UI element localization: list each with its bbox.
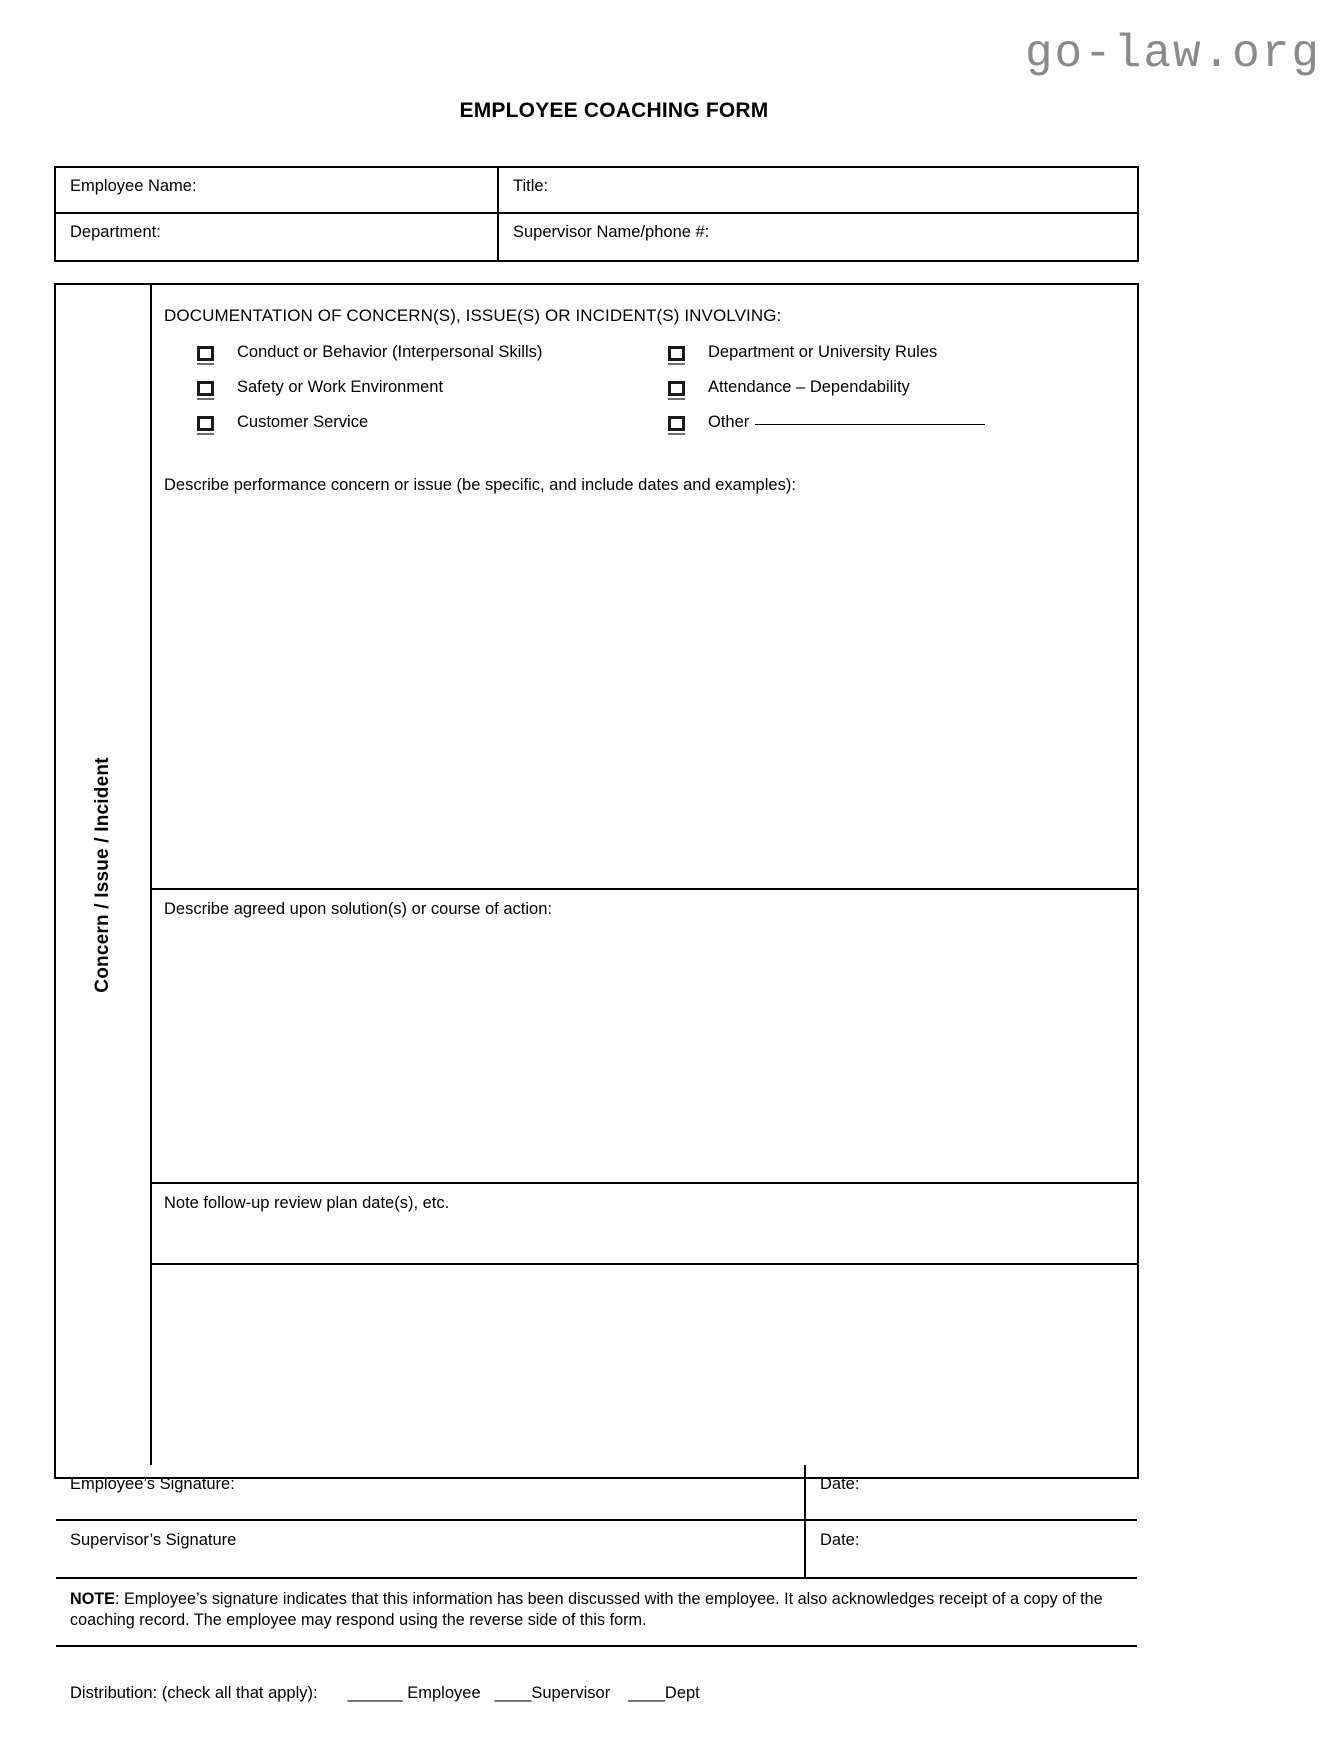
vertical-section-label-column	[56, 285, 152, 1465]
employee-name-field[interactable]: Employee Name:	[56, 168, 499, 212]
distribution-row	[56, 1647, 1137, 1711]
note-lead-label: NOTE	[70, 1590, 115, 1608]
other-write-in-line[interactable]	[755, 424, 985, 425]
checkbox-item-safety-or-work-environment[interactable]	[152, 379, 618, 396]
checkbox-icon[interactable]	[197, 381, 214, 396]
describe-solution-label: Describe agreed upon solution(s) or course of action:	[164, 900, 552, 918]
checkbox-label-other	[685, 414, 985, 431]
page-title: EMPLOYEE COACHING FORM	[459, 99, 769, 122]
checkbox-label: Other	[708, 413, 750, 431]
distribution-option-dept[interactable]: ____Dept	[628, 1684, 700, 1702]
checkbox-item-department-or-university-rules[interactable]	[618, 344, 937, 361]
table-row	[56, 168, 1137, 214]
note-block	[56, 1579, 1137, 1647]
checkbox-row	[152, 344, 1137, 379]
checkbox-icon[interactable]	[668, 381, 685, 396]
documentation-section	[152, 285, 1137, 890]
checkbox-icon[interactable]	[668, 346, 685, 361]
agreed-solution-section	[152, 890, 1137, 1184]
supervisor-signature-row	[56, 1521, 1137, 1579]
documentation-heading: DOCUMENTATION OF CONCERN(S), ISSUE(S) OR INCIDENT(S) INVOLVING:	[164, 306, 782, 325]
supervisor-signature-field[interactable]: Supervisor’s Signature	[56, 1521, 806, 1577]
checkbox-item-other[interactable]	[618, 414, 985, 431]
supervisor-name-phone-field[interactable]: Supervisor Name/phone #:	[513, 223, 710, 241]
checkbox-item-attendance-dependability[interactable]	[618, 379, 910, 396]
checkbox-item-customer-service[interactable]	[152, 414, 618, 431]
checkbox-label: Conduct or Behavior (Interpersonal Skills)	[237, 343, 543, 361]
vertical-section-label: Concern / Issue / Incident	[92, 757, 113, 993]
followup-input-area[interactable]	[152, 1218, 1137, 1263]
distribution-option-supervisor[interactable]: ____Supervisor	[494, 1684, 611, 1702]
describe-concern-input-area[interactable]	[152, 585, 1137, 888]
checkbox-icon[interactable]	[197, 416, 214, 431]
note-text: : Employee’s signature indicates that this information has been discussed with the employee. It also acknowledges receipt of a copy of the coaching record. The employee may respond using the reverse side of this form.	[70, 1590, 1103, 1630]
checkbox-label: Safety or Work Environment	[237, 378, 444, 396]
describe-solution-input-area[interactable]	[152, 924, 1137, 1182]
concern-content-column	[152, 285, 1137, 1477]
distribution-label: Distribution: (check all that apply):	[70, 1684, 318, 1702]
distribution-option-employee[interactable]: ______ Employee	[347, 1684, 481, 1702]
concern-type-checkbox-grid	[152, 344, 1137, 454]
checkbox-row	[152, 379, 1137, 414]
title-field[interactable]: Title:	[513, 177, 549, 195]
employee-signature-field[interactable]: Employee’s Signature:	[56, 1465, 806, 1519]
employee-info-table	[54, 166, 1139, 262]
followup-section	[152, 1184, 1137, 1265]
checkbox-icon[interactable]	[668, 416, 685, 431]
employee-signature-row	[56, 1465, 1137, 1521]
checkbox-icon[interactable]	[197, 346, 214, 361]
checkbox-row	[152, 414, 1137, 449]
followup-label: Note follow-up review plan date(s), etc.	[164, 1194, 450, 1212]
checkbox-item-conduct-or-behavior[interactable]	[152, 344, 618, 361]
checkbox-label: Customer Service	[237, 413, 369, 431]
site-watermark: go-law.org	[1024, 28, 1321, 80]
department-field[interactable]: Department:	[56, 214, 499, 260]
checkbox-label: Attendance – Dependability	[708, 378, 910, 396]
concern-section-table	[54, 283, 1139, 1702]
checkbox-label: Department or University Rules	[708, 343, 938, 361]
supervisor-date-field[interactable]: Date:	[820, 1531, 860, 1549]
describe-concern-label: Describe performance concern or issue (be specific, and include dates and examples):	[164, 476, 796, 494]
table-row	[56, 214, 1137, 260]
employee-date-field[interactable]: Date:	[820, 1475, 860, 1493]
